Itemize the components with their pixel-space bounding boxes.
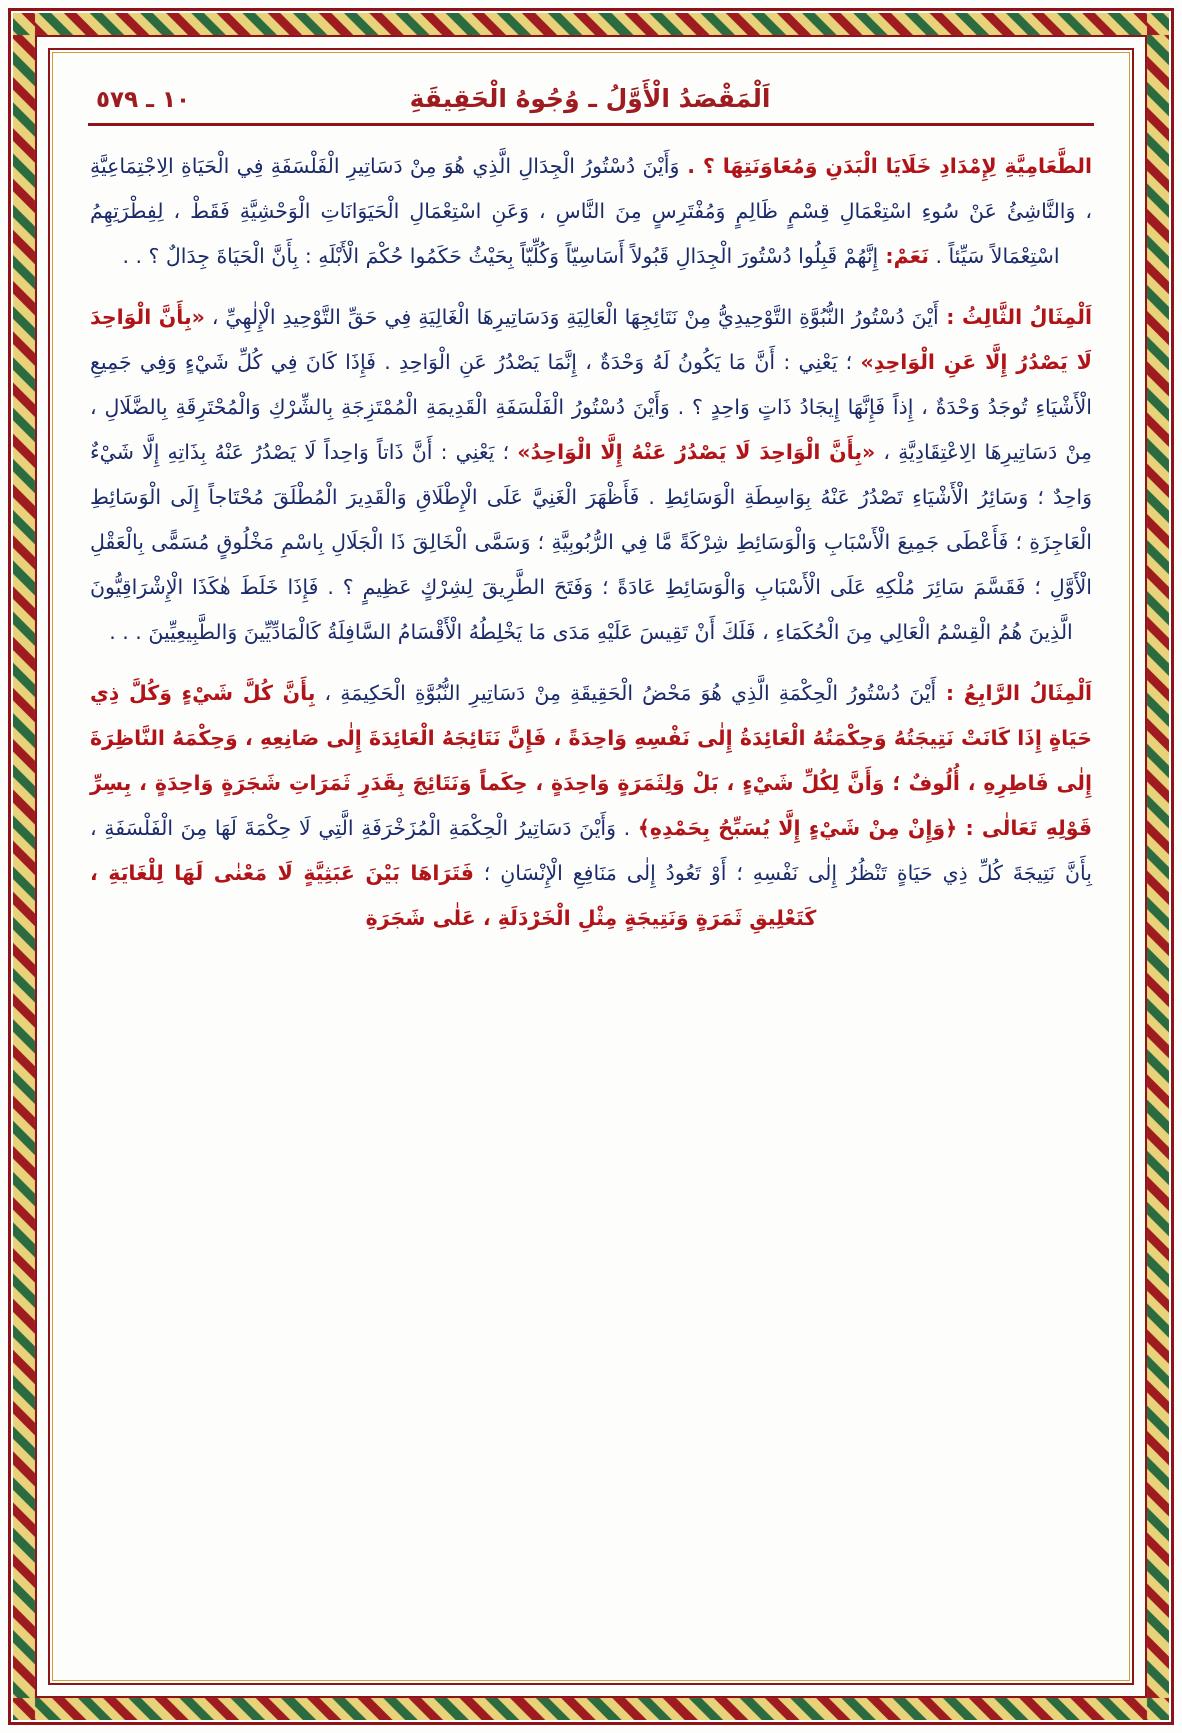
text-run: ؛ يَعْنِي : أَنَّ ذَاتاً وَاحِداً لَا يَصْدُرُ عَنْهُ بِذَاتِهِ إِلَّا شَيْءٌ وَاحِدٌ ؛ وَسَائِرُ الْأَشْيَاءِ تَصْدُرُ عَنْهُ بِوَاسِطَةِ الْوَسَائِطِ . فَأَظْهَرَ الْغَنِيَّ عَلَى الْإِطْلَاقِ وَالْقَدِيرَ الْمُطْلَقَ مُحْتَاجاً إِلَى الْوَسَائِطِ الْعَاجِزَةِ ؛ فَأَعْطَى جَمِيعَ الْأَسْبَابِ وَالْوَسَائِطِ شِرْكَةً مَّا فِي الرُّبُوبِيَّةِ ؛ وَسَمَّى الْخَالِقَ ذَا الْجَلَالِ بِاسْمِ مَخْلُوقٍ مُسَمًّى بِالْعَقْلِ الْأَوَّلِ ؛ فَقَسَّمَ سَائِرَ مُلْكِهِ عَلَى الْأَسْبَابِ وَالْوَسَائِطِ عَادَةً ؛ وَفَتَحَ الطَّرِيقَ لِشِرْكٍ عَظِيمٍ ؟ . فَإِذَا خَلَطَ هٰكَذَا الْإِشْرَاقِيُّونَ الَّذِينَ هُمُ الْقِسْمُ الْعَالِي مِنَ الْحُكَمَاءِ ، فَلَكَ أَنْ تَقِيسَ عَلَيْهِ مَدَى مَا يَخْلِطُهُ الْأَقْسَامُ السَّافِلَةُ كَالْمَادِّيِّينَ وَالطَّبِيعِيِّينَ . . . <box>90 440 1092 644</box>
body-text <box>84 126 1098 941</box>
text-run: ﴿وَإِنْ مِنْ شَيْءٍ إِلَّا يُسَبِّحُ بِحَمْدِهِ﴾ <box>637 816 958 840</box>
text-run: الطَّعَامِيَّةِ لِإِمْدَادِ خَلَايَا الْبَدَنِ وَمُعَاوَنَتِهَا ؟ . <box>679 154 1092 178</box>
page-content <box>62 62 1120 1671</box>
page-header <box>84 78 1098 113</box>
text-run: إِنَّهُمْ قَبِلُوا دُسْتُورَ الْجِدَالِ قَبُولاً أَسَاسِيّاً وَكُلِّيّاً بِحَيْثُ حَكَمُوا حُكْمَ الْأَبْلَهِ : بِأَنَّ الْحَيَاةَ جِدَالٌ ؟ . . <box>122 244 879 268</box>
text-run: نَعَمْ: <box>878 244 929 268</box>
text-run: وَأَيْنَ دُسْتُورُ الْجِدَالِ الَّذِي هُوَ مِنْ دَسَاتِيرِ الْفَلْسَفَةِ فِي الْحَيَاةِ الِاجْتِمَاعِيَّةِ ، وَالنَّاشِئُ عَنْ سُوءِ اسْتِعْمَالِ قِسْمٍ ظَالِمٍ وَمُفْتَرِسٍ مِنَ النَّاسِ ، وَعَنِ اسْتِعْمَالِ الْحَيَوَانَاتِ الْوَحْشِيَّةِ فَقَطْ ، لِفِطْرَتِهِمُ اسْتِعْمَالاً سَيِّئاً . <box>90 154 1092 268</box>
text-run: . وَأَيْنَ دَسَاتِيرُ الْحِكْمَةِ الْمُزَخْرَفَةِ الَّتِي لَا حِكْمَةَ لَهَا مِنَ الْفَلْسَفَةِ ، بِأَنَّ نَتِيجَةَ كُلِّ ذِي حَيَاةٍ تَنْظُرُ إِلٰى نَفْسِهِ ؛ أَوْ تَعُودُ إِلٰى مَنَافِعِ الْإِنْسَانِ ؛ <box>90 816 1092 885</box>
text-run: اَلْمِثَالُ الثَّالِثُ : <box>938 305 1093 329</box>
text-run: اَلْمِثَالُ الرَّابِعُ : <box>936 681 1093 705</box>
paragraph <box>90 295 1092 655</box>
text-run: «بِأَنَّ الْوَاحِدَ لَا يَصْدُرُ إِلَّا عَنِ الْوَاحِدِ» <box>90 305 1092 374</box>
text-run: أَيْنَ دُسْتُورُ الْحِكْمَةِ الَّذِي هُوَ مَحْضُ الْحَقِيقَةِ مِنْ دَسَاتِيرِ النُّبُوَّةِ الْحَكِيمَةِ ، <box>315 681 937 705</box>
page-title: اَلْمَقْصَدُ الْأَوَّلُ ـ وُجُوهُ الْحَقِيقَةِ <box>409 84 771 113</box>
text-run: أَيْنَ دُسْتُورُ النُّبُوَّةِ التَّوْحِيدِيُّ مِنْ نَتَائِجِهَا الْعَالِيَةِ وَدَسَاتِيرِهَا الْغَالِيَةِ فِي حَقِّ التَّوْحِيدِ الْإِلٰهِيِّ ، <box>204 305 939 329</box>
text-run: «بِأَنَّ الْوَاحِدَ لَا يَصْدُرُ عَنْهُ إِلَّا الْوَاحِدُ» <box>517 440 876 464</box>
text-run: فَتَرَاهَا بَيْنَ عَبَثِيَّةٍ لَا مَعْنٰى لَهَا لِلْغَايَةِ ، كَتَعْلِيقِ ثَمَرَةٍ وَنَتِيجَةٍ مِثْلِ الْخَرْدَلَةِ ، عَلٰى شَجَرَةِ <box>90 861 817 930</box>
text-run: بِأَنَّ كُلَّ شَيْءٍ وَكُلَّ ذِي حَيَاةٍ إِذَا كَانَتْ نَتِيجَتُهُ وَحِكْمَتُهُ الْعَائِدَةُ إِلٰى نَفْسِهِ وَاحِدَةً ، فَإِنَّ نَتَائِجَهُ الْعَائِدَةَ إِلٰى صَانِعِهِ ، وَحِكْمَهُ النَّاظِرَةَ إِلٰى فَاطِرِهِ ، أُلُوفٌ ؛ وَأَنَّ لِكُلِّ شَيْءٍ ، بَلْ وَلِثَمَرَةٍ وَاحِدَةٍ ، حِكَماً وَنَتَائِجَ بِقَدَرِ ثَمَرَاتِ شَجَرَةٍ وَاحِدَةٍ ، بِسِرِّ قَوْلِهِ تَعَالٰى : <box>90 681 1092 840</box>
text-run: ؛ يَعْنِي : أَنَّ مَا يَكُونُ لَهُ وَحْدَةٌ ، إِنَّمَا يَصْدُرُ عَنِ الْوَاحِدِ . فَإِذَا كَانَ فِي كُلِّ شَيْءٍ وَفِي جَمِيعِ الْأَشْيَاءِ تُوجَدُ وَحْدَةٌ ، إِذاً فَإِنَّهَا إِيجَادُ ذَاتٍ وَاحِدٍ ؟ . وَأَيْنَ دُسْتُورُ الْفَلْسَفَةِ الْقَدِيمَةِ الْمُمْتَزِجَةِ بِالشِّرْكِ وَالْمُحْتَرِقَةِ بِالضَّلَالِ ، مِنْ دَسَاتِيرِهَا الِاعْتِقَادِيَّةِ ، <box>90 350 1092 464</box>
paragraph <box>90 144 1092 279</box>
page-number: ١٠ ـ ٥٧٩ <box>96 87 191 113</box>
paragraph <box>90 671 1092 941</box>
